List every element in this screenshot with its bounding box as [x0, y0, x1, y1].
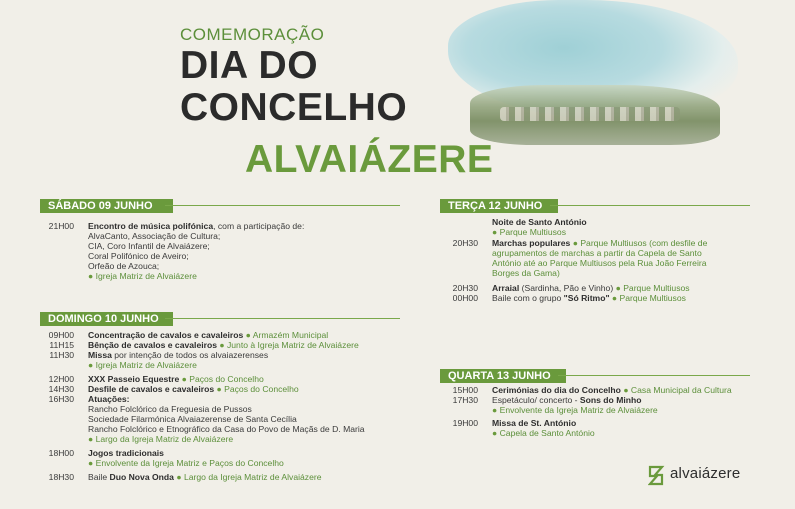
event-title: Concentração de cavalos e cavaleiros: [88, 330, 244, 340]
location-dot-icon: ●: [176, 472, 182, 482]
event-title: Desfile de cavalos e cavaleiros: [88, 384, 215, 394]
event-line: Orfeão de Azouca;: [88, 261, 160, 271]
event-location: Largo da Igreja Matriz de Alvaiázere: [183, 472, 322, 482]
event-text: Baile com o grupo: [492, 293, 564, 303]
day-header-quarta: QUARTA 13 JUNHO: [440, 369, 566, 383]
event-location: Envolvente da Igreja Matriz e Paços do Concelho: [95, 458, 284, 468]
location-dot-icon: ●: [492, 405, 498, 415]
location-dot-icon: ●: [245, 330, 251, 340]
event-title: Cerimónias do dia do Concelho: [492, 385, 621, 395]
event-location: Casa Municipal da Cultura: [630, 385, 732, 395]
event-time: 14H30: [48, 384, 74, 394]
title-alvaiazere: ALVAIÁZERE: [245, 138, 494, 181]
location-dot-icon: ●: [181, 374, 187, 384]
events-domingo: [40, 330, 420, 490]
event-location: Envolvente da Igreja Matriz de Alvaiázere: [499, 405, 658, 415]
event-location: Parque Multiusos: [499, 227, 566, 237]
event-time: 00H00: [452, 293, 478, 303]
location-dot-icon: ●: [492, 227, 498, 237]
location-dot-icon: ●: [216, 384, 222, 394]
event-title: Marchas populares: [492, 238, 571, 248]
event-title: Bênção de cavalos e cavaleiros: [88, 340, 217, 350]
event-location: Parque Multiusos: [619, 293, 686, 303]
event-title: Duo Nova Onda: [109, 472, 174, 482]
day-header-domingo: DOMINGO 10 JUNHO: [40, 312, 173, 326]
event-time: 20H30: [452, 283, 478, 293]
event-text: por intenção de todos os alvaiazerenses: [111, 350, 269, 360]
divider: [558, 375, 750, 376]
event-time: 18H00: [48, 448, 74, 458]
event-location: Parque Multiusos (com desfile de: [580, 238, 708, 248]
event-title: Noite de Santo António: [492, 217, 587, 227]
event-title: Encontro de música polifónica: [88, 221, 214, 231]
event-time: 16H30: [48, 394, 74, 404]
event-line: Coral Polifónico de Aveiro;: [88, 251, 189, 261]
alvaiazere-logo: [648, 462, 758, 488]
event-time: 21H00: [48, 221, 74, 231]
event-location: Igreja Matriz de Alvaiázere: [95, 360, 197, 370]
location-dot-icon: ●: [611, 293, 618, 303]
event-location: Igreja Matriz de Alvaiázere: [95, 271, 197, 281]
event-time: 15H00: [452, 385, 478, 395]
divider: [165, 205, 400, 206]
event-text: Espetáculo/ concerto -: [492, 395, 580, 405]
divider: [165, 318, 400, 319]
event-title: Jogos tradicionais: [88, 448, 164, 458]
event-location: Capela de Santo António: [499, 428, 595, 438]
location-dot-icon: ●: [623, 385, 629, 395]
event-location: agrupamentos de marchas a partir da Capela de Santo: [492, 248, 702, 258]
event-line: AlvaCanto, Associação de Cultura;: [88, 231, 221, 241]
event-location: Paços do Concelho: [189, 374, 264, 384]
event-line: Rancho Folclórico da Freguesia de Pussos: [88, 404, 252, 414]
logo-text: alvaiázere: [670, 465, 741, 482]
event-line: Sociedade Filarmónica Alvaiazerense de Santa Cecília: [88, 414, 297, 424]
event-time: 19H00: [452, 418, 478, 428]
event-location: Junto à Igreja Matriz de Alvaiázere: [226, 340, 359, 350]
event-location: Paços do Concelho: [224, 384, 299, 394]
events-terca: [440, 217, 770, 307]
event-time: 11H15: [49, 340, 74, 350]
event-time: 12H00: [48, 374, 74, 384]
title-concelho: CONCELHO: [180, 86, 408, 129]
event-title: Atuações:: [88, 394, 130, 404]
event-title: Missa: [88, 350, 112, 360]
location-dot-icon: ●: [492, 428, 498, 438]
event-title: "Só Ritmo": [563, 293, 610, 303]
event-title: Missa de St. António: [492, 418, 577, 428]
event-location: Borges da Gama): [492, 268, 560, 278]
event-line: CIA, Coro Infantil de Alvaiázere;: [88, 241, 210, 251]
event-text: Baile: [88, 472, 110, 482]
location-dot-icon: ●: [219, 340, 225, 350]
event-text: (Sardinha, Pão e Vinho): [519, 283, 614, 293]
event-time: 18H30: [48, 472, 74, 482]
event-location: Largo da Igreja Matriz de Alvaiázere: [95, 434, 234, 444]
location-dot-icon: ●: [615, 283, 621, 293]
event-location: António até ao Parque Multiusos pela Rua João Ferreira: [492, 258, 707, 268]
event-location: Parque Multiusos: [623, 283, 690, 293]
divider: [550, 205, 750, 206]
location-dot-icon: ●: [88, 360, 94, 370]
day-header-sabado: SÁBADO 09 JUNHO: [40, 199, 173, 213]
event-time: 20H30: [452, 238, 478, 248]
title-comemoracao: COMEMORAÇÃO: [180, 25, 325, 44]
location-dot-icon: ●: [88, 271, 94, 281]
logo-mark-icon: [648, 464, 666, 486]
day-header-terca: TERÇA 12 JUNHO: [440, 199, 558, 213]
event-text: , com a participação de:: [213, 221, 305, 231]
event-time: 09H00: [48, 330, 74, 340]
event-location: Armazém Municipal: [252, 330, 329, 340]
event-time: 11H30: [49, 350, 74, 360]
location-dot-icon: ●: [88, 458, 94, 468]
location-dot-icon: ●: [88, 434, 94, 444]
event-title: Arraial: [492, 283, 520, 293]
event-line: Rancho Folclórico e Etnográfico da Casa do Povo de Maçãs de D. Maria: [88, 424, 365, 434]
event-title: XXX Passeio Equestre: [88, 374, 180, 384]
village-photo: [470, 85, 720, 145]
location-dot-icon: ●: [572, 238, 578, 248]
event-time: 17H30: [452, 395, 478, 405]
title-dia-do: DIA DO: [180, 44, 319, 87]
events-quarta: [440, 385, 770, 445]
village-houses: [500, 107, 680, 121]
event-title: Sons do Minho: [579, 395, 642, 405]
